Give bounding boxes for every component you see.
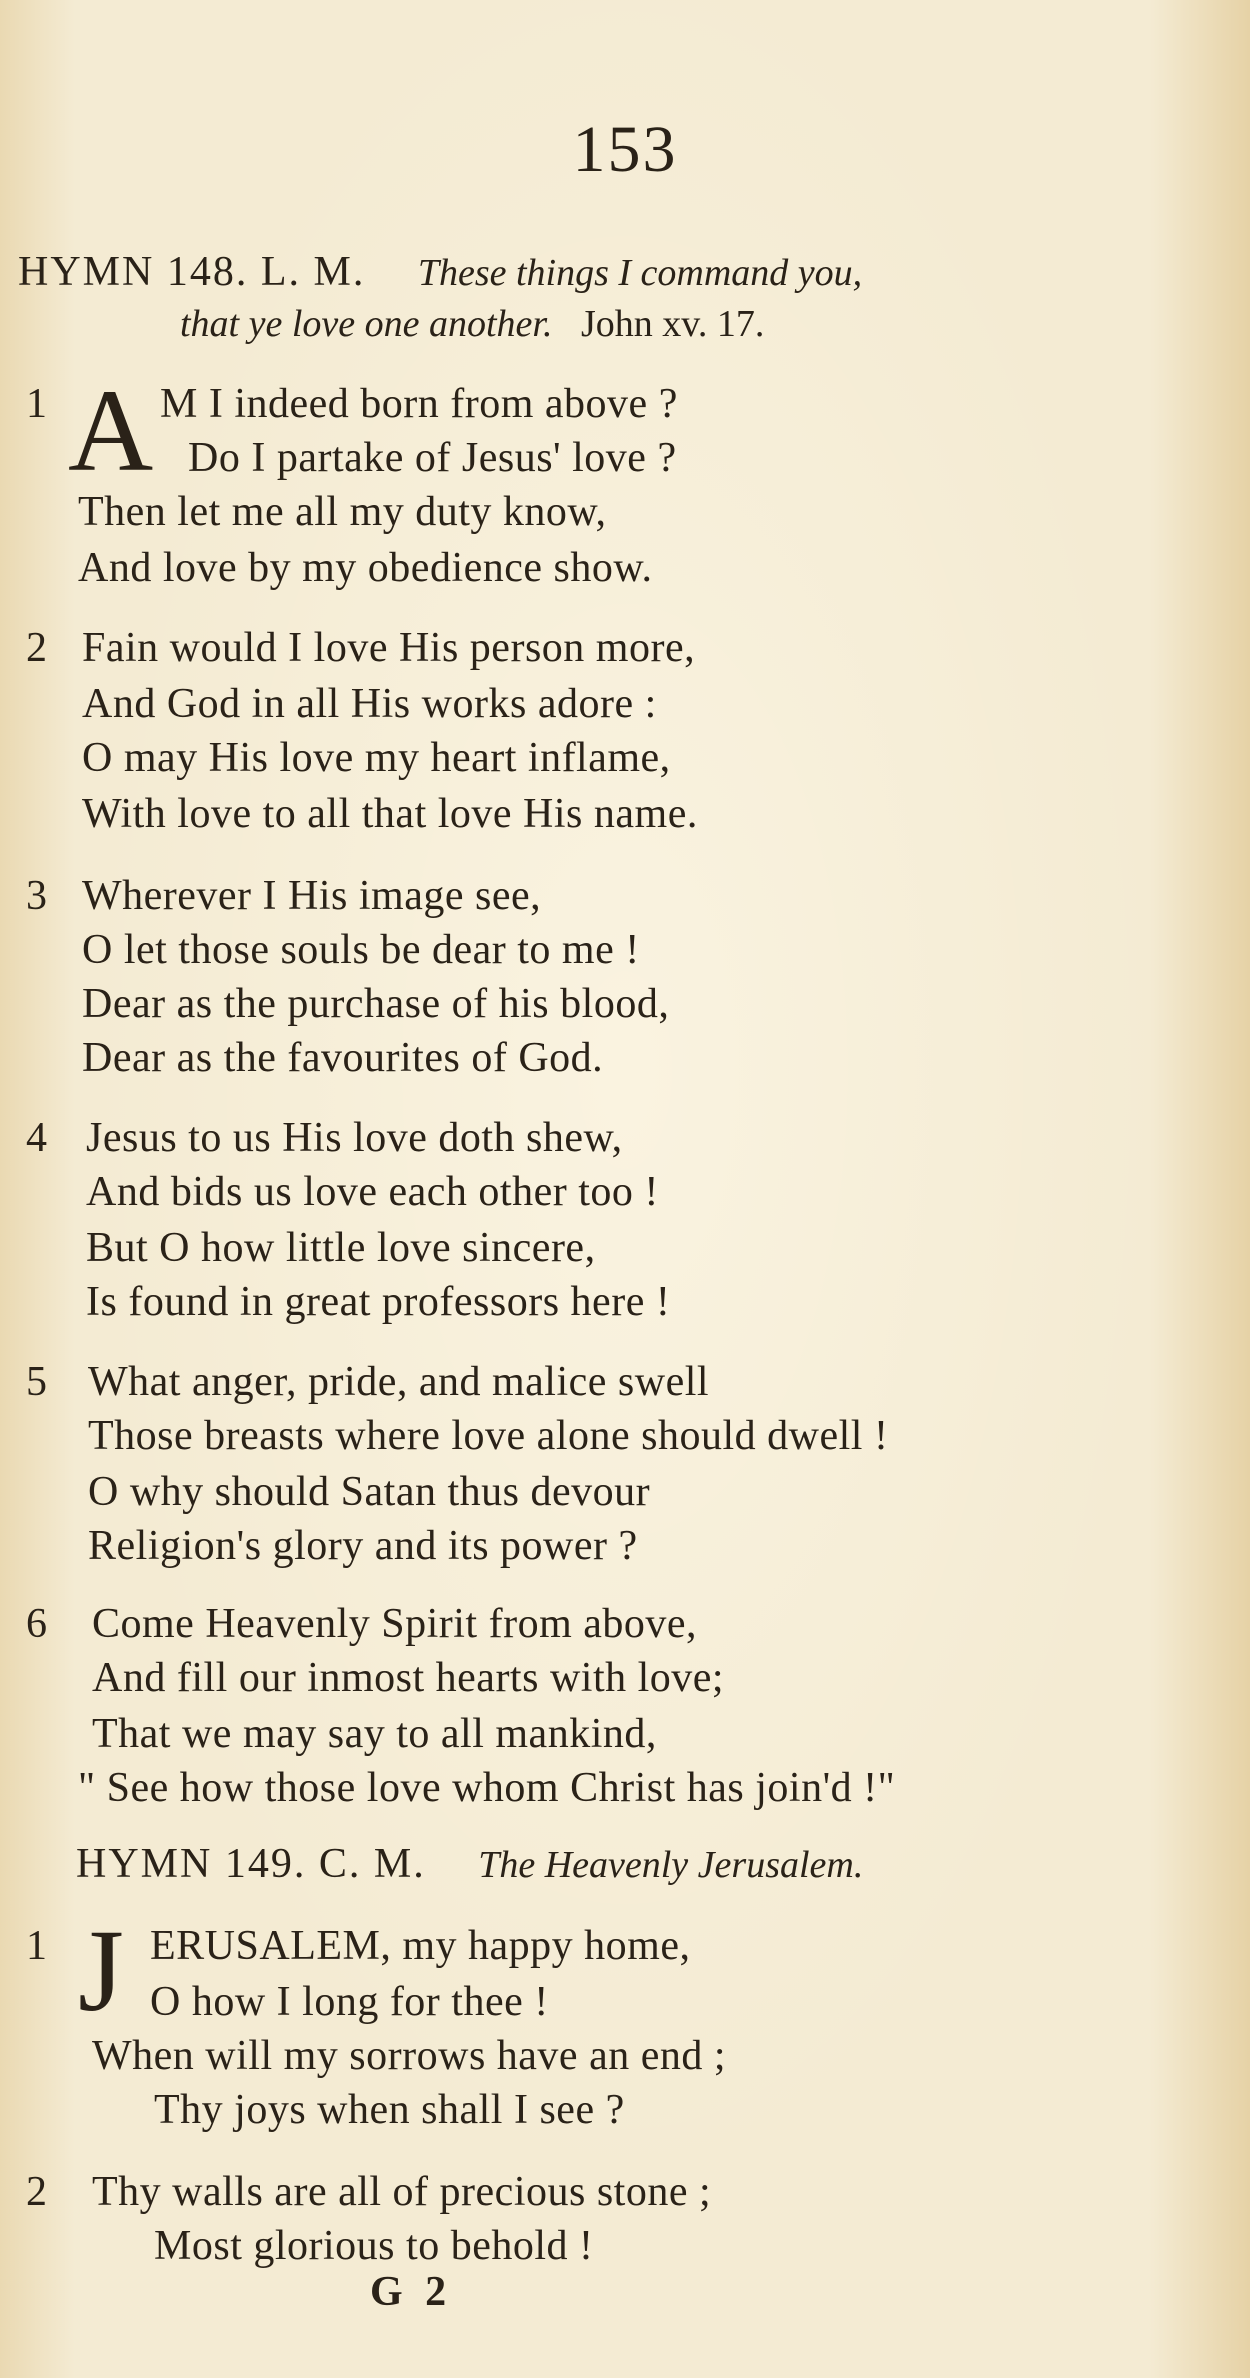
- hymn-line: And God in all His works adore :: [82, 681, 657, 727]
- hymn-line: What anger, pride, and malice swell: [88, 1359, 710, 1405]
- hymn-line: But O how little love sincere,: [86, 1225, 596, 1271]
- hymn-148-number: HYMN 148. L. M.: [18, 249, 366, 295]
- hymn-line: O why should Satan thus devour: [88, 1469, 651, 1515]
- hymn-line: And bids us love each other too !: [86, 1169, 659, 1215]
- signature-mark: G 2: [370, 2269, 453, 2315]
- hymn-line: Dear as the favourites of God.: [82, 1035, 604, 1081]
- hymn-line: O let those souls be dear to me !: [82, 927, 640, 973]
- hymn-148-subject-cont: that ye love one another.: [180, 303, 553, 345]
- hymn-line: Wherever I His image see,: [82, 873, 542, 919]
- hymn-line: That we may say to all mankind,: [92, 1711, 657, 1757]
- verse-number: 2: [26, 625, 47, 671]
- hymn-line: Fain would I love His person more,: [82, 625, 696, 671]
- verse-number: 3: [26, 873, 47, 919]
- hymn-line: Is found in great professors here !: [86, 1279, 671, 1325]
- hymn-line: Most glorious to behold !: [154, 2223, 594, 2269]
- hymn-line: M I indeed born from above ?: [160, 381, 678, 427]
- verse-number: 5: [26, 1359, 47, 1405]
- hymn-line: ERUSALEM, my happy home,: [150, 1923, 691, 1969]
- verse-number: 1: [26, 381, 47, 427]
- hymn-line: With love to all that love His name.: [82, 791, 698, 837]
- drop-cap: J: [78, 1905, 124, 2036]
- hymn-line: Then let me all my duty know,: [78, 489, 607, 535]
- hymn-149-number: HYMN 149. C. M.: [76, 1841, 426, 1887]
- hymn-line: " See how those love whom Christ has join'd !": [78, 1765, 896, 1811]
- hymn-line: Do I partake of Jesus' love ?: [188, 435, 677, 481]
- hymn-148-reference: John xv. 17.: [581, 303, 765, 345]
- verse-number: 2: [26, 2169, 47, 2215]
- hymn-148-subheading: [180, 302, 764, 346]
- hymn-line: Thy joys when shall I see ?: [154, 2087, 625, 2133]
- hymn-line: And love by my obedience show.: [78, 545, 653, 591]
- hymn-line: When will my sorrows have an end ;: [92, 2033, 727, 2079]
- hymn-line: Thy walls are all of precious stone ;: [92, 2169, 712, 2215]
- hymn-line: Religion's glory and its power ?: [88, 1523, 638, 1569]
- hymn-line: O may His love my heart inflame,: [82, 735, 671, 781]
- hymn-149-subject: The Heavenly Jerusalem.: [478, 1844, 864, 1886]
- hymn-line: Dear as the purchase of his blood,: [82, 981, 670, 1027]
- drop-cap: A: [68, 365, 154, 496]
- hymn-line: Come Heavenly Spirit from above,: [92, 1601, 698, 1647]
- hymn-line: Jesus to us His love doth shew,: [86, 1115, 623, 1161]
- hymn-149-heading: [76, 1840, 863, 1888]
- verse-number: 1: [26, 1923, 47, 1969]
- page-number: 153: [572, 113, 678, 186]
- verse-number: 6: [26, 1601, 47, 1647]
- verse-number: 4: [26, 1115, 47, 1161]
- hymn-line: Those breasts where love alone should dwell !: [88, 1413, 889, 1459]
- hymn-148-subject: These things I command you,: [417, 252, 863, 294]
- hymn-line: And fill our inmost hearts with love;: [92, 1655, 725, 1701]
- hymn-148-heading: [18, 248, 862, 296]
- hymn-line: O how I long for thee !: [150, 1979, 549, 2025]
